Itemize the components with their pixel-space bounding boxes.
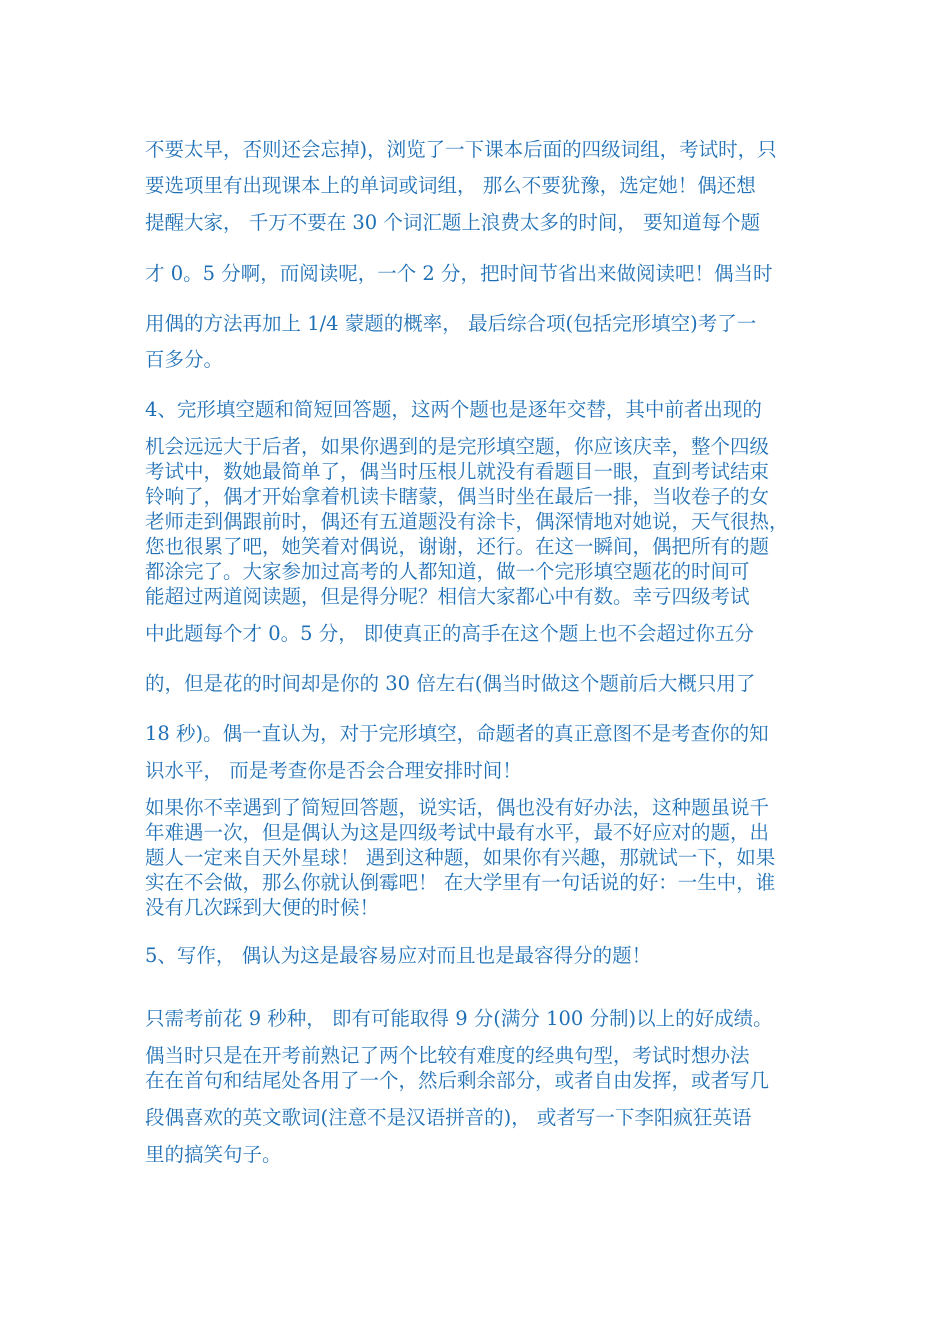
text-line: 偶当时只是在开考前熟记了两个比较有难度的经典句型，考试时想办法 — [145, 1044, 750, 1067]
text-line: 识水平， 而是考查你是否会合理安排时间！ — [145, 759, 522, 782]
text-line: 百多分。 — [145, 348, 224, 371]
text-line: 老师走到偶跟前时，偶还有五道题没有涂卡，偶深情地对她说，天气很热， — [145, 510, 789, 533]
text-line: 机会远远大于后者，如果你遇到的是完形填空题，你应该庆幸，整个四级 — [145, 435, 770, 458]
text-line: 用偶的方法再加上 1/4 蒙题的概率， 最后综合项(包括完形填空)考了一 — [145, 312, 757, 335]
section-heading: 4、完形填空题和简短回答题，这两个题也是逐年交替，其中前者出现的 — [145, 398, 762, 421]
text-line: 里的搞笑句子。 — [145, 1143, 282, 1166]
text-line: 您也很累了吧，她笑着对偶说，谢谢，还行。在这一瞬间，偶把所有的题 — [145, 535, 770, 558]
text-line: 题人一定来自天外星球！ 遇到这种题，如果你有兴趣，那就试一下，如果 — [145, 846, 776, 869]
text-line: 提醒大家， 千万不要在 30 个词汇题上浪费太多的时间， 要知道每个题 — [145, 211, 761, 234]
text-line: 如果你不幸遇到了简短回答题，说实话，偶也没有好办法，这种题虽说千 — [145, 796, 770, 819]
text-line: 年难遇一次，但是偶认为这是四级考试中最有水平，最不好应对的题，出 — [145, 821, 770, 844]
text-line: 18 秒)。偶一直认为，对于完形填空，命题者的真正意图不是考查你的知 — [145, 722, 769, 745]
text-line: 实在不会做，那么你就认倒霉吧！ 在大学里有一句话说的好：一生中，谁 — [145, 871, 776, 894]
text-line: 只需考前花 9 秒种， 即有可能取得 9 分(满分 100 分制)以上的好成绩。 — [145, 1007, 773, 1030]
text-line: 考试中，数她最简单了，偶当时压根儿就没有看题目一眼，直到考试结束 — [145, 460, 770, 483]
text-line: 的，但是花的时间却是你的 30 倍左右(偶当时做这个题前后大概只用了 — [145, 672, 756, 695]
text-line: 能超过两道阅读题，但是得分呢？相信大家都心中有数。幸亏四级考试 — [145, 585, 750, 608]
text-line: 在在首句和结尾处各用了一个，然后剩余部分，或者自由发挥，或者写几 — [145, 1069, 770, 1092]
text-line: 不要太早，否则还会忘掉)，浏览了一下课本后面的四级词组，考试时，只 — [145, 138, 777, 161]
section-heading: 5、写作， 偶认为这是最容易应对而且也是最容得分的题！ — [145, 944, 652, 967]
text-line: 段偶喜欢的英文歌词(注意不是汉语拼音的)， 或者写一下李阳疯狂英语 — [145, 1106, 752, 1129]
text-line: 都涂完了。大家参加过高考的人都知道，做一个完形填空题花的时间可 — [145, 560, 750, 583]
text-line: 铃响了，偶才开始拿着机读卡瞎蒙，偶当时坐在最后一排，当收卷子的女 — [145, 485, 770, 508]
text-line: 要选项里有出现课本上的单词或词组， 那么不要犹豫，选定她！偶还想 — [145, 174, 756, 197]
text-line: 没有几次踩到大便的时候！ — [145, 896, 380, 919]
text-line: 中此题每个才 0。5 分， 即使真正的高手在这个题上也不会超过你五分 — [145, 622, 754, 645]
text-line: 才 0。5 分啊，而阅读呢，一个 2 分，把时间节省出来做阅读吧！偶当时 — [145, 262, 773, 285]
